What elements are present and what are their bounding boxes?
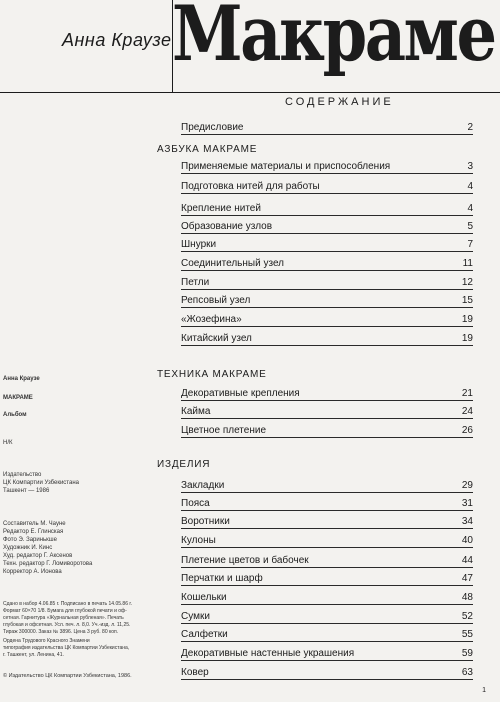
imprint-printer-line: г. Ташкент, ул. Ленина, 41. xyxy=(3,652,64,658)
toc-entry[interactable] xyxy=(181,647,473,661)
imprint-staff-line: Фото Э. Заринькше xyxy=(3,537,57,543)
toc-entry-title: Декоративные крепления xyxy=(181,388,300,399)
toc-entry[interactable] xyxy=(181,424,473,438)
imprint-staff-line: Худ. редактор Г. Аксенов xyxy=(3,553,73,559)
toc-entry-page: 5 xyxy=(467,221,473,232)
imprint-publisher-line: Ташкент — 1986 xyxy=(3,488,50,494)
imprint-printer-line: типография издательства ЦК Компартии Узбекистана, xyxy=(3,645,130,651)
toc-entry[interactable] xyxy=(181,387,473,401)
toc-entry-page: 63 xyxy=(461,667,473,678)
toc-entry-title: Воротники xyxy=(181,516,230,527)
toc-entry[interactable] xyxy=(181,591,473,605)
toc-entry-title: Крепление нитей xyxy=(181,203,261,214)
toc-entry-page: 15 xyxy=(461,295,473,306)
imprint-copyright: © Издательство ЦК Компартии Узбекистана, 1986. xyxy=(3,673,132,679)
toc-entry-title: Предисловие xyxy=(181,122,244,133)
toc-entry-page: 26 xyxy=(461,425,473,436)
imprint-printer-line: Ордена Трудового Красного Знамени xyxy=(3,638,90,644)
toc-entry-title: Применяемые материалы и приспособления xyxy=(181,161,391,172)
imprint-print-line: Тираж 300000. Заказ № 3896. Цена 3 руб. 80 коп. xyxy=(3,629,119,635)
author-name: Анна Краузе xyxy=(62,30,172,50)
toc-entry-title: Декоративные настенные украшения xyxy=(181,648,355,659)
toc-entry-page: 52 xyxy=(461,611,473,622)
page-number: 1 xyxy=(482,687,486,694)
toc-entry[interactable] xyxy=(181,294,473,308)
toc-entry-title: «Жозефина» xyxy=(181,314,242,325)
imprint-staff-line: Редактор Е. Глинская xyxy=(3,529,64,535)
toc-entry[interactable] xyxy=(181,515,473,529)
toc-entry-title: Закладки xyxy=(181,480,225,491)
toc-entry[interactable] xyxy=(181,610,473,624)
imprint-author: Анна Краузе xyxy=(3,376,40,382)
toc-entry[interactable] xyxy=(181,534,473,548)
toc-entry-page: 47 xyxy=(461,573,473,584)
toc-entry[interactable] xyxy=(181,276,473,290)
section-heading-products: ИЗДЕЛИЯ xyxy=(157,459,211,470)
toc-entry[interactable] xyxy=(181,554,473,568)
toc-entry-page: 19 xyxy=(461,314,473,325)
imprint-print-line: глубокая и офсетная. Усл. печ. л. 8,0. Уч.-изд. л. 11,25. xyxy=(3,622,131,628)
imprint-print-line: сетная. Гарнитура «Журнальная рубленая». Печать xyxy=(3,615,124,621)
section-heading-technique: ТЕХНИКА МАКРАМЕ xyxy=(157,369,267,380)
header-divider-horizontal xyxy=(0,92,500,93)
toc-entry[interactable] xyxy=(181,666,473,680)
toc-entry-page: 4 xyxy=(467,203,473,214)
imprint-publisher-line: Издательство xyxy=(3,472,42,478)
toc-entry[interactable] xyxy=(181,405,473,419)
toc-entry[interactable] xyxy=(181,628,473,642)
imprint-subtitle: Альбом xyxy=(3,412,27,418)
toc-entry-title: Подготовка нитей для работы xyxy=(181,181,320,192)
toc-entry-title: Цветное плетение xyxy=(181,425,267,436)
toc-entry-page: 31 xyxy=(461,498,473,509)
toc-entry-title: Петли xyxy=(181,277,210,288)
toc-entry-page: 4 xyxy=(467,181,473,192)
imprint-print-line: Формат 60×70 1/8. Бумага для глубокой печати и оф- xyxy=(3,608,127,614)
toc-entry-page: 24 xyxy=(461,406,473,417)
toc-entry-page: 40 xyxy=(461,535,473,546)
toc-entry-title: Образование узлов xyxy=(181,221,273,232)
toc-entry-title: Пояса xyxy=(181,498,210,509)
toc-entry-preface[interactable] xyxy=(181,121,473,135)
imprint-print-line: Сдано в набор 4.06.85 г. Подписано в печать 14.05.86 г. xyxy=(3,601,132,607)
toc-entry-title: Кошельки xyxy=(181,592,227,603)
imprint-staff-line: Составитель М. Чауне xyxy=(3,521,66,527)
toc-entry[interactable] xyxy=(181,180,473,194)
toc-entry-page: 19 xyxy=(461,333,473,344)
toc-entry[interactable] xyxy=(181,497,473,511)
toc-entry[interactable] xyxy=(181,257,473,271)
toc-entry[interactable] xyxy=(181,313,473,327)
imprint-staff-line: Корректор А. Ионова xyxy=(3,569,62,575)
toc-entry[interactable] xyxy=(181,160,473,174)
toc-entry-title: Кайма xyxy=(181,406,211,417)
toc-entry[interactable] xyxy=(181,238,473,252)
toc-entry-title: Кулоны xyxy=(181,535,216,546)
toc-entry-title: Соединительный узел xyxy=(181,258,285,269)
toc-entry-page: 7 xyxy=(467,239,473,250)
toc-entry-title: Салфетки xyxy=(181,629,228,640)
toc-entry-page: 21 xyxy=(461,388,473,399)
toc-entry-page: 48 xyxy=(461,592,473,603)
toc-entry-page: 2 xyxy=(467,122,473,133)
toc-entry[interactable] xyxy=(181,220,473,234)
toc-entry-page: 55 xyxy=(461,629,473,640)
toc-entry-title: Репсовый узел xyxy=(181,295,251,306)
toc-entry[interactable] xyxy=(181,479,473,493)
toc-entry-page: 29 xyxy=(461,480,473,491)
contents-heading: СОДЕРЖАНИЕ xyxy=(285,96,394,108)
toc-entry-title: Ковер xyxy=(181,667,209,678)
toc-entry[interactable] xyxy=(181,572,473,586)
imprint-staff-line: Техн. редактор Г. Ломиворотова xyxy=(3,561,93,567)
section-heading-abc: АЗБУКА МАКРАМЕ xyxy=(157,144,258,155)
imprint-code: Н/К xyxy=(3,440,13,446)
toc-entry[interactable] xyxy=(181,202,473,216)
toc-entry-page: 44 xyxy=(461,555,473,566)
toc-entry-title: Сумки xyxy=(181,611,210,622)
toc-entry-page: 34 xyxy=(461,516,473,527)
toc-entry-page: 11 xyxy=(462,258,473,269)
toc-entry-page: 12 xyxy=(461,277,473,288)
book-title: Макраме xyxy=(172,0,495,78)
toc-entry-title: Шнурки xyxy=(181,239,217,250)
toc-entry[interactable] xyxy=(181,332,473,346)
toc-entry-title: Перчатки и шарф xyxy=(181,573,263,584)
imprint-staff-line: Художник И. Кинс xyxy=(3,545,53,551)
toc-entry-page: 59 xyxy=(461,648,473,659)
imprint-title: МАКРАМЕ xyxy=(3,395,33,401)
toc-entry-title: Китайский узел xyxy=(181,333,252,344)
toc-entry-page: 3 xyxy=(467,161,473,172)
imprint-publisher-line: ЦК Компартии Узбекистана xyxy=(3,480,79,486)
toc-entry-title: Плетение цветов и бабочек xyxy=(181,555,309,566)
